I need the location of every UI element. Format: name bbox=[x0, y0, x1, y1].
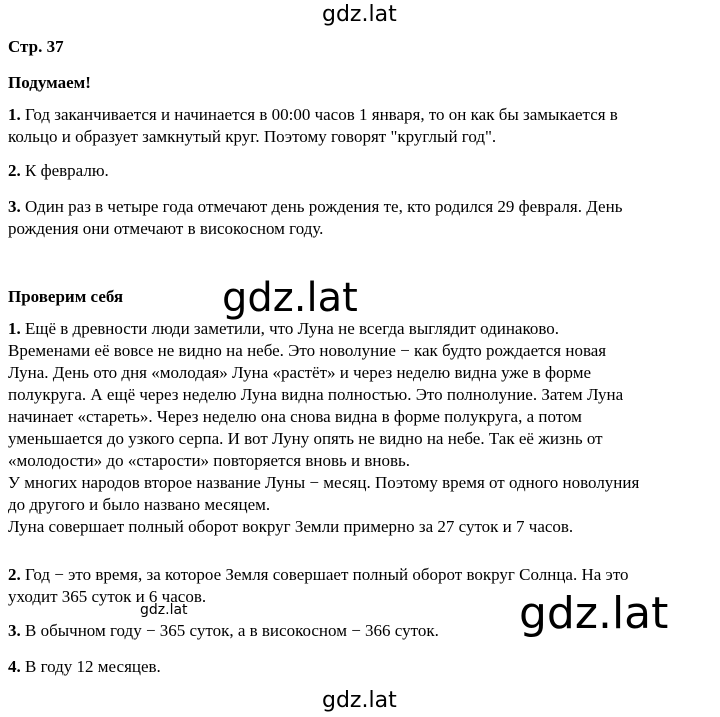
answer-check-4 bbox=[8, 656, 161, 678]
answer-line: Временами её вовсе не видно на небе. Это новолуние − как будто рождается новая bbox=[8, 341, 607, 360]
answer-number: 1. bbox=[8, 319, 21, 338]
answer-line: Луна. День ото дня «молодая» Луна «растёт» и через неделю видна уже в форме bbox=[8, 363, 592, 382]
section-heading-check: Проверим себя bbox=[8, 287, 124, 306]
answer-think-3 bbox=[8, 196, 622, 240]
answer-line: Ещё в древности люди заметили, что Луна не всегда выглядит одинаково. bbox=[25, 319, 560, 338]
answer-line: У многих народов второе название Луны − месяц. Поэтому время от одного новолуния bbox=[8, 473, 640, 492]
answer-line: кольцо и образует замкнутый круг. Поэтому говорят "круглый год". bbox=[8, 127, 497, 146]
answer-line: В обычном году − 365 суток, а в високосном − 366 суток. bbox=[25, 621, 439, 640]
answer-line: К февралю. bbox=[25, 161, 109, 180]
answer-line: полукруга. А ещё через неделю Луна видна полностью. Это полнолуние. Затем Луна bbox=[8, 385, 624, 404]
answer-think-2 bbox=[8, 160, 109, 182]
answer-number: 4. bbox=[8, 657, 21, 676]
answer-line: уменьшается до узкого серпа. И вот Луну опять не видно на небе. Так её жизнь от bbox=[8, 429, 603, 448]
watermark-middle: gdz.lat bbox=[222, 275, 358, 321]
answer-number: 3. bbox=[8, 197, 21, 216]
answer-number: 1. bbox=[8, 105, 21, 124]
answer-check-1 bbox=[8, 318, 639, 538]
answer-number: 2. bbox=[8, 161, 21, 180]
answer-line: до другого и было названо месяцем. bbox=[8, 495, 271, 514]
answer-think-1 bbox=[8, 104, 618, 148]
answer-line: В году 12 месяцев. bbox=[25, 657, 161, 676]
answer-line: Год заканчивается и начинается в 00:00 часов 1 января, то он как бы замыкается в bbox=[25, 105, 618, 124]
watermark-bottom: gdz.lat bbox=[322, 688, 397, 713]
answer-number: 2. bbox=[8, 565, 21, 584]
answer-line: Один раз в четыре года отмечают день рождения те, кто родился 29 февраля. День bbox=[25, 197, 623, 216]
answer-line: рождения они отмечают в високосном году. bbox=[8, 219, 324, 238]
answer-line: «молодости» до «старости» повторяется вновь и вновь. bbox=[8, 451, 410, 470]
watermark-top: gdz.lat bbox=[322, 2, 397, 27]
answer-line: Год − это время, за которое Земля совершает полный оборот вокруг Солнца. На это bbox=[25, 565, 629, 584]
answer-check-3 bbox=[8, 620, 439, 642]
page-label: Стр. 37 bbox=[8, 37, 64, 56]
watermark-large: gdz.lat bbox=[519, 588, 669, 639]
answer-number: 3. bbox=[8, 621, 21, 640]
answer-line: Луна совершает полный оборот вокруг Земли примерно за 27 суток и 7 часов. bbox=[8, 517, 574, 536]
section-heading-think: Подумаем! bbox=[8, 73, 91, 92]
watermark-small: gdz.lat bbox=[140, 602, 188, 618]
answer-line: начинает «стареть». Через неделю она снова видна в форме полукруга, а потом bbox=[8, 407, 582, 426]
answer-line: уходит 365 суток и 6 часов. bbox=[8, 587, 207, 606]
